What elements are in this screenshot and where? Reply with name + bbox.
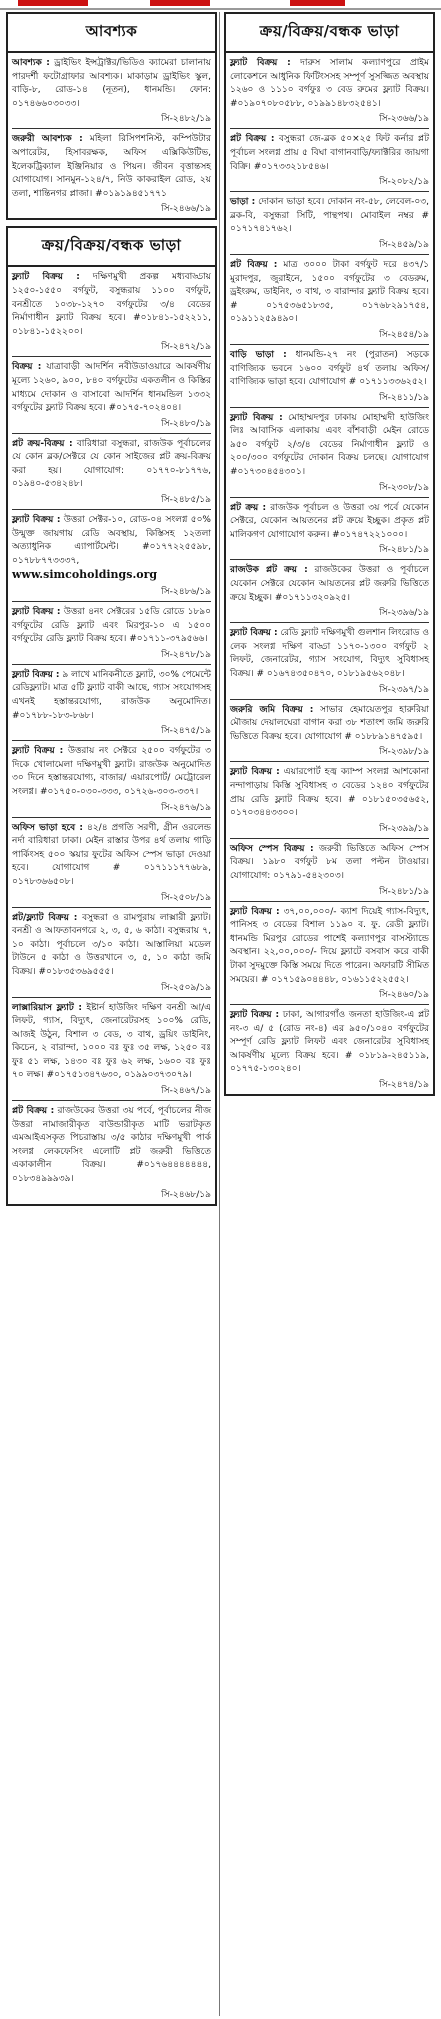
ad-body bbox=[230, 564, 429, 605]
ad-lead: ফ্ল্যাট বিক্রয় : bbox=[12, 272, 80, 283]
buy-sell-section bbox=[224, 12, 435, 1096]
ad-lead: আবশ্যক : bbox=[12, 58, 50, 68]
section-header: ক্রয়/বিক্রয়/বন্ধক ভাড়া bbox=[8, 228, 215, 267]
top-red-bar bbox=[290, 0, 345, 6]
ad-body bbox=[230, 259, 429, 327]
ad-lead: প্লট ক্রয়-বিক্রয় : bbox=[12, 438, 73, 449]
ad-body bbox=[230, 766, 429, 820]
ad-text: দোকান ভাড়া হবে। দোকান নং-৫৮, লেবেল-০৩, ব্লক-বি, বসুন্ধরা সিটি, পান্থপথ। মোবাইল নম্বর # ০১৭১৭৪১৭৬২। bbox=[230, 197, 429, 235]
ad-code: সি-২৫০৯/১৯ bbox=[161, 982, 211, 993]
ad-lead: বিক্রয় : bbox=[12, 362, 42, 373]
classified-ad bbox=[12, 510, 211, 602]
classified-ad bbox=[230, 762, 429, 838]
ad-code: সি-২৪৮১/১৯ bbox=[379, 886, 429, 897]
ad-body bbox=[12, 912, 211, 980]
classified-ad bbox=[12, 357, 211, 433]
ad-text: ঢাকা, আগারগাঁও জনতা হাউজিং-এ প্লট নং-৩ এ/ ৫ (রোড নং-৪) এর ৯৫০/১০৪০ বর্গফুটের সম্পূর্ণ রেডি ফ্ল্যাট লিফট এবং জেনারেটর সুবিধাসহ আকর্ষণীয় মূল্যে বিক্রয় হবে। # ০১৮১৯-২৪৫১১৯, ০১৭৭৫-১৩০২৪০। bbox=[230, 1010, 429, 1075]
classified-ad bbox=[230, 345, 429, 408]
ad-lead: অফিস ভাড়া হবে : bbox=[12, 822, 83, 833]
ad-lead: ফ্ল্যাট বিক্রয় : bbox=[230, 628, 278, 639]
classified-ad bbox=[12, 741, 211, 817]
ad-code: সি-২৪৮০/১৯ bbox=[161, 418, 211, 429]
ad-lead: ফ্ল্যাট বিক্রয় : bbox=[230, 412, 283, 423]
ad-lead: অফিস স্পেস বিক্রয় : bbox=[230, 843, 314, 854]
ad-lead: জরুরি জমি বিক্রয় : bbox=[230, 704, 314, 715]
ad-list bbox=[226, 53, 433, 1094]
ad-text: রাজউক পূর্বাচল ও উত্তরা ৩য় পর্বে যেকোন সেক্টরে, যেকোন আয়তনের প্লট ক্রয়ে ইচ্ছুক। প্রকৃত প্লট মালিকগণ যোগাযোগ করুন। #০১৭৪৭২২১০০০। bbox=[230, 502, 429, 540]
ad-code: সি-২৪৬০/১৯ bbox=[379, 990, 429, 1001]
ad-code: সি-২৪৭৬/১৯ bbox=[161, 802, 211, 813]
ad-text: ধানমন্ডি-২৭ নং (পুরাতন) সড়কে বাণিজ্যিক ভবনে ১৬০০ বর্গফুট ৪র্থ তলায় অফিস/বাণিজ্যিক ভাড়া হবে। যোগাযোগ # ০১৭১১৩৩৬২৫২। bbox=[230, 349, 429, 388]
ad-lead: ফ্ল্যাট বিক্রয় : bbox=[12, 746, 64, 757]
ad-lead: প্লট ক্রয় : bbox=[230, 502, 267, 513]
ad-code: সি-২৪৮১/১৯ bbox=[379, 545, 429, 556]
ad-body bbox=[230, 502, 429, 543]
ad-body bbox=[12, 745, 211, 799]
left-column bbox=[6, 12, 217, 1212]
ad-body bbox=[12, 438, 211, 492]
ad-body bbox=[12, 361, 211, 415]
ad-body bbox=[230, 349, 429, 390]
ad-lead: ফ্ল্যাট বিক্রয় : bbox=[230, 906, 280, 917]
classified-ad bbox=[230, 1005, 429, 1094]
section-header: আবশ্যক bbox=[8, 14, 215, 53]
ad-text: মোহাম্মদপুর ঢাকায় মোহাম্মদী হাউজিং লিঃ আবাসিক এলাকায় এবং বাঁশবাড়ী মেইন রোডে ৯৫০ বর্গফুট ২/৩/৪ বেডের নির্মাণাধীন ফ্ল্যাট ও ২০০/৩০০ বর্গফুটের দোকান বিক্রয় চলছে। যোগাযোগ #০১৭৩০৪৫৪৩০১। bbox=[230, 412, 429, 478]
ad-list bbox=[8, 267, 215, 1203]
classified-ad bbox=[230, 560, 429, 623]
ad-body bbox=[230, 843, 429, 884]
ad-lead: প্লট বিক্রয় : bbox=[12, 1106, 55, 1117]
ad-text: এয়ারপোর্ট হজ্ব ক্যাম্প সংলগ্ন আশকোনা নন্দাপাড়ায় কিস্তি সুবিধাসহ ৩ বেডের ১২৪০ বর্গফুটের প্রায় রেডি ফ্ল্যাট বিক্রয় হবে। # ০১৮১৫০৩৫৬৫২, ০১৭০৩৪৪৩৩০০। bbox=[230, 767, 429, 819]
ad-code: সি-২৪৫৪/১৯ bbox=[379, 329, 429, 340]
ad-code: সি-২৩৯৯/১৯ bbox=[379, 823, 429, 834]
ad-code: সি-২৩৯৮/১৯ bbox=[379, 747, 429, 758]
ad-lead: ফ্ল্যাট বিক্রয় : bbox=[12, 515, 61, 526]
classified-ad bbox=[230, 902, 429, 1006]
classified-ad bbox=[12, 818, 211, 908]
classified-ad bbox=[12, 267, 211, 357]
classified-ad bbox=[230, 623, 429, 699]
ad-code: সি-২৩০৮/১৯ bbox=[379, 482, 429, 493]
ad-body bbox=[230, 57, 429, 111]
ad-body bbox=[12, 1105, 211, 1187]
ad-body bbox=[12, 822, 211, 890]
ad-body bbox=[12, 57, 211, 111]
top-color-strip bbox=[0, 0, 441, 10]
classified-ad bbox=[12, 434, 211, 510]
ad-lead: রাজউক প্লট ক্রয় : bbox=[230, 565, 308, 576]
classified-ad bbox=[12, 602, 211, 665]
ad-text: দক্ষিণমুখী প্রকল্প মধ্যবাড্ডায় ১২৫০-১৫৫০ বর্গফুট, বসুন্ধরায় ১১০০ বর্গফুট, বনশ্রীতে ১০৩৮-১২৭০ বর্গফুটের ৩/৪ বেডের নির্মাণাধীন ফ্ল্যাট বিক্রয় হবে। #০১৮৪১-১৫২২১১, ০১৮৪১-১৫২২০০। bbox=[12, 272, 211, 337]
ad-code: সি-২৪৮২/১৯ bbox=[161, 114, 211, 125]
ad-text: রেডি ফ্ল্যাট দক্ষিণমুখী গুলশান লিংরোড ও লেক সংলগ্ন দক্ষিণ বাড্ডা ১১৭০-১৩০০ বর্গফুট ২ লিফট, জেনারেটর, গ্যাস সংযোগ, বিদ্যুৎ সুবিধাসহ বিক্রয়। # ০১৬৭৪৩৫০৪৭০, ০১৮১৯৫৬২০৪৮। bbox=[230, 628, 429, 679]
ad-code: সি-২৩৬৬/১৯ bbox=[379, 114, 429, 125]
ad-text: উত্তরায় নং সেক্টরে ২৫০০ বর্গফুটের ৩ দিকে খোলামেলা দক্ষিণমুখী ফ্ল্যাট। রাজউক অনুমোদিত ৩০ দিনে হস্তান্তরযোগ্য, বাজার/ এয়ারপোর্ট/ মেট্রোরেল সংলগ্ন। #০১৭৫০-০৩০-৩৩৩, ০১৭২৬-৩০৩-৩৩৭। bbox=[12, 746, 211, 797]
ad-code: সি-২৪১১/১৯ bbox=[379, 392, 429, 403]
classified-ad bbox=[230, 498, 429, 561]
ad-text: রাজউকের উত্তরা ৩য় পর্বে, পূর্বাচলের নীজ উত্তরা নামাজারীকৃত বাউন্ডারীকৃত মাটি ভরাটকৃত এমআইএসকৃত পিচরাস্তায় ৩/৫ কাঠার দক্ষিণমুখী পার্ক সংলগ্ন লেকফেসিং এলোটি প্লট জরুরী ভিত্তিতে একাকালীন বিক্রয়। #০১৭৬৪৪৪৪৪৪৪, ০১৮৩৪৯৯৯৩৯। bbox=[12, 1106, 212, 1185]
ad-lead: ফ্ল্যাট বিক্রয় : bbox=[12, 607, 61, 618]
ad-body bbox=[230, 1009, 429, 1077]
top-red-bar bbox=[150, 0, 210, 6]
ad-code: সি-২৪৮৫/১৯ bbox=[161, 495, 211, 506]
ad-lead: ফ্ল্যাট বিক্রয় : bbox=[230, 767, 280, 778]
classified-ad bbox=[230, 129, 429, 192]
classified-ad bbox=[230, 700, 429, 763]
ad-lead: প্লট বিক্রয় : bbox=[230, 259, 278, 270]
ad-code: সি-২০৮২/১৯ bbox=[379, 177, 429, 188]
buy-sell-section bbox=[6, 226, 217, 1205]
ad-body bbox=[12, 606, 211, 647]
ad-code: সি-২৪৭২/১৯ bbox=[161, 342, 211, 353]
ad-lead: বাড়ি ভাড়া : bbox=[230, 349, 287, 360]
ad-text: বসুন্ধরা জে-ব্লক ৫০×২৫ ফিট কর্নার প্লট পূর্বাচল সংলগ্ন প্রায় ৫ বিঘা বাগানবাড়ি/ফ্যাক্টরির জায়গা বিক্রি। #০১৭৩৩২১৮৫৪৬। bbox=[230, 134, 429, 172]
classified-ad bbox=[12, 1101, 211, 1204]
wanted-section bbox=[6, 12, 217, 220]
classified-ad bbox=[230, 255, 429, 345]
ad-lead: লাক্সারিয়াস ফ্ল্যাট : bbox=[12, 1002, 83, 1013]
classified-ad bbox=[12, 998, 211, 1102]
ad-code: সি-২৪৫৯/১৯ bbox=[379, 239, 429, 250]
ad-body bbox=[230, 412, 429, 480]
ad-lead: ফ্ল্যাট বিক্রয় : bbox=[12, 669, 60, 680]
ad-text: দারুস সালাম কল্যাণপুরে প্রাইম লোকেশনে আধুনিক ফিটিংসসহ সম্পূর্ণ সুসজ্জিত অবস্থায় ১২৬০ ও ১১১০ বর্গফুঃ ৩ বেড রুমের ফ্ল্যাট বিক্রয়। #০১৯০৭০৮০৫৮৮, ০১৯৯১৪৮৩২৫৪১। bbox=[230, 58, 429, 109]
ad-code: সি-২৪৬৮/১৯ bbox=[161, 1189, 211, 1200]
ad-code: সি-২৩৯৬/১৯ bbox=[379, 608, 429, 619]
ad-text: উত্তরা ৪নং সেক্টরের ১৫ডি রোডে ১৮৯০ বর্গফুটের রেডি ফ্ল্যাট এবং মিরপুর-১০ এ ১৫০০ বর্গফুটের রেডি ফ্ল্যাট বিক্রয় হবে। #০১৭১১-৩৭৯৫৬৬। bbox=[12, 607, 211, 645]
classified-ad bbox=[230, 839, 429, 902]
ad-lead: জরুরী আবশ্যক : bbox=[12, 134, 83, 145]
classified-ad bbox=[230, 408, 429, 498]
ad-text: মাত্র ৩০০০ টাকা বর্গফুট দরে ৪৩৭/১ মুরাদপুর, জুরাইনে, ১৫০০ বর্গফুটের ৩ বেডরুম, ড্রইংরুম, ডাইনিং, ৩ বাথ, ৩ বারান্দার ফ্ল্যাট বিক্রয় হবে। # ০১৭৫৩৬৫১৮৩৫, ০১৭৬৮২৯১৭৫৪, ০১৯১১২৫৯৪৯০। bbox=[230, 259, 429, 325]
ad-text: সাভার হেমায়েতপুর হারুরিয়া মৌজায় দেয়ালঘেরা বাগান করা ৩৮ শতাংশ জমি জরুরি ভিত্তিতে বিক্রয় হবে। যোগাযোগ # ০১৮৮৯১৪৭৫৯৫। bbox=[230, 704, 429, 742]
ad-code: সি-২৪৬৬/১৯ bbox=[161, 204, 211, 215]
ad-text: ৯ লাখে মানিকনীতে ফ্ল্যাট, ৩০% পেমেন্টে রেডিফ্ল্যাট। মাত্র ৫টি ফ্ল্যাট বাকী আছে, গ্যাস সংযোগসহ এখনই হস্তান্তরযোগ্য, রাজউক অনুমোদিত। #০১৭৮৮-১৮৩-৮৬৮। bbox=[12, 669, 211, 721]
right-column bbox=[224, 12, 435, 1102]
ad-body bbox=[12, 514, 211, 584]
column-divider bbox=[219, 12, 220, 2016]
ad-body bbox=[12, 133, 211, 201]
ad-body bbox=[230, 704, 429, 745]
ad-body bbox=[230, 906, 429, 988]
ad-lead: প্লট/ফ্ল্যাট বিক্রয় : bbox=[12, 912, 78, 923]
ad-lead: প্লট বিক্রয় : bbox=[230, 134, 275, 145]
ad-text: যাত্রাবাড়ী আদর্শিন নবীউডাওয়ারে আকর্ষণীয় মূল্যে ১২৬০, ৯০০, ৮৪০ বর্গফুটের একতলীন ও কিস্তির মাধ্যমে দোকান ও বাসাবো আদর্শিন ধানমন্ডিল ১৩৩২ বর্গফুটের ফ্ল্যাট বিক্রয় হবে। #০১৭৫-৭০২৪০৪। bbox=[12, 362, 211, 414]
ad-body bbox=[230, 627, 429, 681]
classified-ad bbox=[230, 192, 429, 255]
ad-code: সি-২৪৮৬/১৯ bbox=[161, 587, 211, 598]
top-red-bar bbox=[18, 0, 88, 6]
classified-ad bbox=[12, 908, 211, 998]
classifieds-page bbox=[6, 12, 435, 2016]
ad-text: উত্তরা সেক্টর-১০, রোড-০৪ সংলগ্ন ৫০% উন্মুক্ত জায়গায় রেডি অবস্থায়, কিস্তিসহ ১২তলা অত্যাধুনিক এ্যাপার্টমেন্ট। #০১৭৭২২৫৫৯৮, ০১৭৮৮৭৭৩৩৩৭, bbox=[12, 515, 211, 566]
ad-text: ড্রাইভিং ইন্সট্রাক্টর/ভিডিও ক্যামেরা চালানায় পারদর্শী ফটোগ্রাফার আবশ্যক। মাকাড়াম ড্রাইভিং স্কুল, বাড়ি-৮, রোড-১৪ (নূতন), ধানমন্ডি। ফোন: ০১৭৪৬৬০৩০৩৩। bbox=[12, 58, 211, 109]
ad-code: সি-২৪৭৮/১৯ bbox=[161, 649, 211, 660]
ad-text: ইষ্টার্ন হাউজিং দক্ষিণ বনশ্রী আ/এ লিফট, গ্যাস, বিদ্যুৎ, জেনারেটরসহ ১০০% রেডি, আজই উঠুন, বিশাল ৩ বেড, ৩ বাথ, ড্রয়িং ডাইনিং, কিচেন, ২ বারান্দা, ১০০০ বঃ ফুঃ ৩৫ লক্ষ, ১২৫০ বঃ ফুঃ ৫১ লক্ষ, ১৪৩০ বঃ ফুঃ ৬২ লক্ষ, ১৬০০ বঃ ফুঃ ৭০ লক্ষ। #০১৭৫১৩৪৭৬৩০, ০১৯৯০৩৭৩০৭৯। bbox=[12, 1002, 211, 1081]
ad-website: www.simcoholdings.org bbox=[12, 568, 158, 582]
ad-text: ৪২/৪ প্রগতি সরণী, গ্রীন ওরলেন্ড নর্দা বারিধারা ঢাকা। মেইন রাস্তার উপর ৪র্থ তলায় গাড়ি পার্কিংসহ ৫০০ স্কয়ার ফুটের অফিস স্পেস ভাড়া দেওয়া হবে। যোগাযোগ # ০১৭১১১৭৭৬৮৯, ০১৭৮৩৬৬৫০৮। bbox=[12, 822, 211, 887]
classified-ad bbox=[12, 129, 211, 218]
ad-text: রাজউকের উত্তরা ও পূর্বাচলে যেকোন সেক্টরে যেকোন আয়তনের প্লট জরুরি ভিত্তিতে ক্রয়ে ইচ্ছুক। #০১৭১১৩২০৯২৫। bbox=[230, 565, 430, 603]
ad-text: জরুরী ভিত্তিতে অফিস স্পেস বিক্রয়। ১৯৮০ বর্গফুট ৮ম তলা পল্টন টাওয়ার। যোগাযোগ: ০১৭৯১-৫৪২৩০৩। bbox=[230, 843, 429, 881]
ad-lead: ভাড়া : bbox=[230, 197, 256, 208]
ad-code: সি-২৪৭৫/১৯ bbox=[161, 726, 211, 737]
classified-ad bbox=[12, 53, 211, 129]
ad-body bbox=[230, 133, 429, 174]
ad-text: বারিধারা বসুন্ধরা, রাজউক পূর্বাচলের যে কোন ব্লক/সেক্টরে যে কোন সাইজের প্লট ক্রয়-বিক্রয় করা হয়। যোগাযোগ: ০১৭৭০-৮১৭৭৬, ০১৯৪০-৫৩৪২৪৮। bbox=[12, 438, 211, 490]
section-header: ক্রয়/বিক্রয়/বন্ধক ভাড়া bbox=[226, 14, 433, 53]
ad-lead: ফ্ল্যাট বিক্রয় : bbox=[230, 58, 291, 68]
ad-body bbox=[12, 1002, 211, 1084]
ad-body bbox=[12, 271, 211, 339]
ad-code: সি-২৫০৮/১৯ bbox=[161, 892, 211, 903]
ad-text: ৩৭,০০,০০০/- ক্যাশ দিয়েই গ্যাস-বিদ্যুৎ, পানিসহ ৩ বেডের বিশাল ১১৯০ ব. ফু. রেডী ফ্ল্যাট। ধানমন্ডি মিরপুর রোডের পাশেই কল্যাণপুর বাসস্ট্যান্ডে অবস্থান। ২২,০০,০০০/- দিয়ে ফ্ল্যাটে বসবাস করে বাকী টাকা সুদমুক্তে কিস্তি সময়ে দিতে পারেন। অফারটি সীমিত সময়ের। # ০১৭১৫৯০৪৪৪৮, ০১৬১১৫২২৫৫২। bbox=[230, 906, 429, 985]
classified-ad bbox=[230, 53, 429, 129]
ad-list bbox=[8, 53, 215, 218]
classified-ad bbox=[12, 665, 211, 741]
ad-text: মহিলা রিসিপশনিস্ট, কম্পিউটার অপারেটর, হিসাবরক্ষক, অফিস এক্সিকিউটিভ, ইলেকট্রিক্যাল ইঞ্জিনিয়ার ও পিয়ন। জীবন বৃত্তান্তসহ যোগাযোগ। সানমুন-১২৪/৭, নিউ কাকরাইল রোড, ২য় তলা, শান্তিনগর প্লাজা। #০১৯১৯৪৫১৭৭১ bbox=[12, 134, 211, 199]
ad-code: সি-২৪৭৪/১৯ bbox=[379, 1080, 429, 1091]
ad-code: সি-২৩৯৭/১৯ bbox=[379, 684, 429, 695]
ad-body bbox=[230, 196, 429, 237]
ad-code: সি-২৪৬৭/১৯ bbox=[161, 1086, 211, 1097]
ad-text: বসুন্ধরা ও রামপুরায় লাক্সারী ফ্ল্যাট। বনশ্রী ও আফতাবনগরে ২, ৩, ৫, ৬ কাঠা। বসুন্ধরায় ৭, ১০ কাঠা। পূর্বাচলে ৩/১০ কাঠা। আস্তালিয়া মডেল টাউনে ৫ কাঠা ও উত্তরখানে ৩, ৫, ১০ কাঠা জমি বিক্রয়। #০১৮৩৫৩৬৯৫৫৫। bbox=[12, 912, 211, 977]
ad-lead: ফ্ল্যাট বিক্রয় : bbox=[230, 1010, 280, 1021]
ad-body bbox=[12, 669, 211, 723]
